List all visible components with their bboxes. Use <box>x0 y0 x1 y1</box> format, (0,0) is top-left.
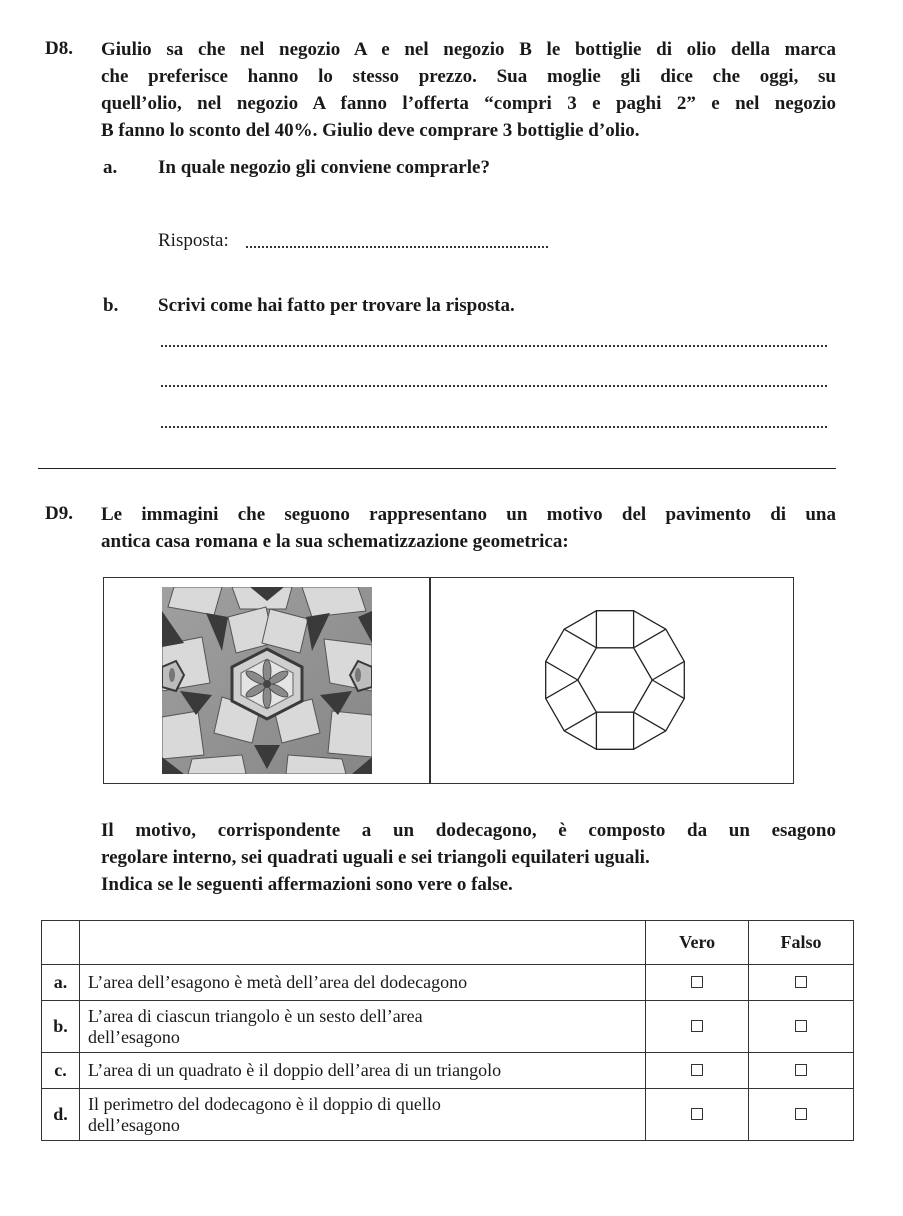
statement-line: Il perimetro del dodecagono è il doppio di quello <box>87 1093 441 1114</box>
floor-mosaic-photo <box>162 587 372 774</box>
statement-cell <box>79 1053 645 1089</box>
statement-cell <box>79 1001 645 1053</box>
table-row <box>42 1089 854 1141</box>
subquestion-letter-a: a. <box>103 157 118 178</box>
writing-line-1[interactable] <box>161 345 827 347</box>
falso-checkbox[interactable] <box>795 976 807 988</box>
vero-cell <box>646 1001 749 1053</box>
answer-label: Risposta: <box>158 230 229 251</box>
falso-checkbox[interactable] <box>795 1108 807 1120</box>
section-divider <box>38 468 836 469</box>
question-description-d9 <box>101 817 836 898</box>
answer-line[interactable] <box>246 246 548 248</box>
question-text-line: quell’olio, nel negozio A fanno l’offerta “compri 3 e paghi 2” e nel negozio <box>101 93 836 114</box>
description-line: regolare interno, sei quadrati uguali e sei triangoli equilateri uguali. <box>101 847 650 868</box>
question-text-d9 <box>101 501 836 555</box>
row-letter: b. <box>42 1001 80 1053</box>
falso-checkbox[interactable] <box>795 1020 807 1032</box>
question-text-line: che preferisce hanno lo stesso prezzo. Sua moglie gli dice che oggi, su <box>101 66 836 87</box>
question-text-line: antica casa romana e la sua schematizzazione geometrica: <box>101 531 569 552</box>
question-text-d8 <box>101 36 836 144</box>
question-number-d8: D8. <box>45 38 73 59</box>
table-header-row <box>42 921 854 965</box>
subquestion-letter-b: b. <box>103 295 119 316</box>
falso-cell <box>749 1053 854 1089</box>
row-letter: c. <box>42 1053 80 1089</box>
statement-cell <box>79 965 645 1001</box>
subquestion-text-b: Scrivi come hai fatto per trovare la risposta. <box>158 295 515 316</box>
table-row <box>42 1053 854 1089</box>
statement-line: dell’esagono <box>87 1114 180 1135</box>
table-row <box>42 965 854 1001</box>
column-header-falso: Falso <box>749 921 854 965</box>
falso-cell <box>749 1001 854 1053</box>
question-text-line: B fanno lo sconto del 40%. Giulio deve comprare 3 bottiglie d’olio. <box>101 120 640 141</box>
statement-line: dell’esagono <box>87 1026 180 1047</box>
description-line: Indica se le seguenti affermazioni sono vere o false. <box>101 874 513 895</box>
statement-line: L’area dell’esagono è metà dell’area del dodecagono <box>87 972 468 992</box>
vero-checkbox[interactable] <box>691 1020 703 1032</box>
vero-cell <box>646 1089 749 1141</box>
table-row <box>42 1001 854 1053</box>
falso-cell <box>749 1089 854 1141</box>
statement-line: L’area di ciascun triangolo è un sesto dell’area <box>87 1005 423 1026</box>
vero-cell <box>646 965 749 1001</box>
writing-line-3[interactable] <box>161 426 827 428</box>
statement-cell <box>79 1089 645 1141</box>
falso-checkbox[interactable] <box>795 1064 807 1076</box>
header-empty-cell <box>42 921 80 965</box>
vero-cell <box>646 1053 749 1089</box>
subquestion-text-a: In quale negozio gli conviene comprarle? <box>158 157 490 178</box>
description-line: Il motivo, corrispondente a un dodecagono, è composto da un esagono <box>101 820 836 841</box>
header-empty-cell <box>79 921 645 965</box>
statement-line: L’area di un quadrato è il doppio dell’area di un triangolo <box>87 1060 502 1080</box>
question-text-line: Giulio sa che nel negozio A e nel negozio B le bottiglie di olio della marca <box>101 39 836 60</box>
vero-checkbox[interactable] <box>691 1064 703 1076</box>
row-letter: d. <box>42 1089 80 1141</box>
dodecagon-diagram <box>540 605 690 755</box>
falso-cell <box>749 965 854 1001</box>
row-letter: a. <box>42 965 80 1001</box>
vero-checkbox[interactable] <box>691 976 703 988</box>
column-header-vero: Vero <box>646 921 749 965</box>
true-false-table <box>41 920 854 1141</box>
writing-line-2[interactable] <box>161 385 827 387</box>
question-number-d9: D9. <box>45 503 73 524</box>
question-text-line: Le immagini che seguono rappresentano un motivo del pavimento di una <box>101 504 836 525</box>
vero-checkbox[interactable] <box>691 1108 703 1120</box>
